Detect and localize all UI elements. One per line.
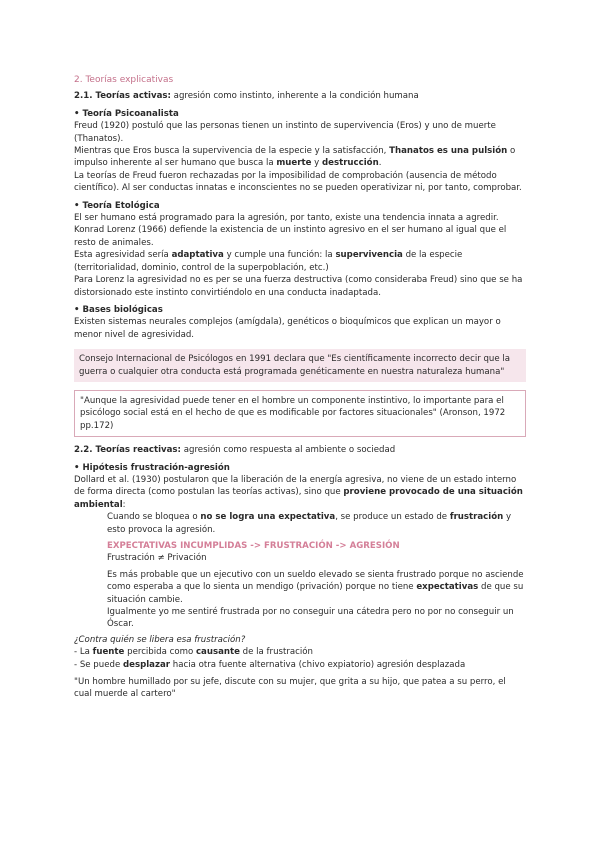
l1-text-c: percibida como xyxy=(127,647,194,658)
subsection-activas-text: agresión como instinto, inherente a la condición humana xyxy=(173,91,419,102)
hipo-i1-bold-expectativa: no se logra una expectativa xyxy=(200,512,336,523)
section-title: 2. Teorías explicativas xyxy=(74,75,174,85)
etol-p3-bold-adaptativa: adaptativa xyxy=(171,250,224,261)
subsection-reactivas-title: 2.2. Teorías reactivas: xyxy=(74,445,181,456)
l2-text-c: hacia otra fuente alternativa (chivo expiatorio) agresión desplazada xyxy=(172,659,466,670)
hipo-i2-text-a: Es más probable que un ejecutivo con un sueldo elevado se sienta frustrado porque no asciende como esperaba a que lo sienta un mendigo (privación) porque no tiene xyxy=(107,569,524,593)
quote-box-aronson xyxy=(74,390,526,437)
hipo-i1-bold-frustracion: frustración xyxy=(449,512,504,523)
closing-quote: "Un hombre humillado por su jefe, discute con su mujer, que grita a su hijo, que patea a su perro, el cual muerde al cartero" xyxy=(74,677,506,700)
psico-p2-bold-thanatos: Thanatos es una pulsión xyxy=(389,146,508,157)
psico-paragraph-2 xyxy=(74,145,526,170)
hipo-i2-text-c: de que su situación cambie. xyxy=(107,582,524,605)
indented-block xyxy=(74,511,526,631)
hipo-paragraph-1 xyxy=(74,474,526,511)
heading-etologica: • Teoría Etológica xyxy=(74,200,160,211)
subsection-activas-title: 2.1. Teorías activas: xyxy=(74,91,171,102)
l2-text-a: - Se puede xyxy=(74,659,121,670)
caps-sequence: EXPECTATIVAS INCUMPLIDAS -> FRUSTRACIÓN -> AGRESIÓN xyxy=(107,541,400,551)
psico-p2-period: . xyxy=(378,158,382,169)
psico-paragraph-1: Freud (1920) postuló que las personas tienen un instinto de supervivencia (Eros) y uno de muerte (Thanatos). xyxy=(74,121,496,144)
etol-p3-text-c: y cumple una función: la xyxy=(226,250,333,261)
l1-text-e: de la frustración xyxy=(242,647,313,658)
psico-p2-text-a: Mientras que Eros busca la supervivencia de la especie y la satisfacción, xyxy=(74,146,387,157)
heading-bases-biologicas: • Bases biológicas xyxy=(74,304,163,315)
etol-p3-text-e: de la especie (territorialidad, dominio, control de la superpoblación, etc.) xyxy=(74,250,463,273)
l1-text-a: - La xyxy=(74,647,90,658)
etol-p3-bold-supervivencia: supervivencia xyxy=(335,250,403,261)
psico-p2-bold-muerte: muerte xyxy=(276,158,312,169)
hipo-i2-bold-expectativas: expectativas xyxy=(416,582,479,593)
hipo-i1-text-c: , se produce un estado de xyxy=(335,512,448,523)
hipo-i1-text-e: y esto provoca la agresión. xyxy=(107,512,512,535)
bases-paragraph-1: Existen sistemas neurales complejos (amígdala), genéticos o bioquímicos que explican un mayor o menor nivel de agresividad. xyxy=(74,317,501,340)
subsection-activas xyxy=(74,90,526,102)
heading-psicoanalista: • Teoría Psicoanalista xyxy=(74,108,179,119)
list-item-desplazar xyxy=(74,659,526,671)
hipo-p1-colon: : xyxy=(122,499,126,510)
etol-p3-text-a: Esta agresividad sería xyxy=(74,250,169,261)
l2-bold-desplazar: desplazar xyxy=(122,659,171,670)
psico-p2-bold-destruccion: destrucción xyxy=(321,158,379,169)
hipo-p1-bold: proviene provocado de una situación ambiental xyxy=(74,487,523,510)
l1-bold-causante: causante xyxy=(195,647,240,658)
etol-paragraph-1: El ser humano está programado para la agresión, por tanto, existe una tendencia innata a agredir. xyxy=(74,213,499,224)
etol-paragraph-3 xyxy=(74,249,526,274)
hipo-i1-text-a: Cuando se bloquea o xyxy=(107,512,198,523)
highlight-box-consejo xyxy=(74,349,526,382)
l1-bold-fuente: fuente xyxy=(92,647,125,658)
hipo-indent-1 xyxy=(107,511,526,536)
heading-frustracion-agresion: • Hipótesis frustración-agresión xyxy=(74,462,230,473)
question-italic: ¿Contra quién se libera esa frustración? xyxy=(74,634,246,645)
highlight-box-text: Consejo Internacional de Psicólogos en 1991 declara que "Es científicamente incorrecto decir que la guerra o cualquier otra conducta está programada genéticamente en nuestra naturaleza humana" xyxy=(79,354,511,377)
etol-paragraph-4: Para Lorenz la agresividad no es per se una fuerza destructiva (como consideraba Freud) sino que se ha distorsionado este instinto convirtiéndolo en una conducta inadaptada. xyxy=(74,275,523,298)
hipo-indent-3: Igualmente yo me sentiré frustrada por no conseguir una cátedra pero no por no conseguir un Óscar. xyxy=(107,607,514,630)
subsection-reactivas-text: agresión como respuesta al ambiente o sociedad xyxy=(183,445,396,456)
list-item-fuente xyxy=(74,646,526,658)
hipo-indent-2 xyxy=(107,569,526,606)
quote-box-text: "Aunque la agresividad puede tener en el hombre un componente instintivo, lo importante para el psicólogo social está en el hecho de que es modificable por factores situacionales" (Aronson, 1972 pp.172) xyxy=(80,395,506,431)
psico-paragraph-3: La teorías de Freud fueron rechazadas por la imposibilidad de comprobación (ausencia de método científico). Al ser conductas innatas e inconscientes no se pueden operativizar ni, por tanto, comprobar. xyxy=(74,170,522,194)
etol-paragraph-2: Konrad Lorenz (1966) defiende la existencia de un instinto agresivo en el ser humano al igual que el resto de animales. xyxy=(74,225,507,248)
question-line xyxy=(74,634,526,646)
psico-p2-text-c: o impulso inherente al ser humano que busca la xyxy=(74,146,516,169)
subsection-reactivas xyxy=(74,444,526,456)
frustracion-neq-privacion: Frustración ≠ Privación xyxy=(107,553,207,564)
hipo-p1-text-a: Dollard et al. (1930) postularon que la liberación de la energía agresiva, no viene de un estado interno de forma directa (como postulan las teorías activas), sino que xyxy=(74,474,517,498)
document-page xyxy=(74,74,526,701)
psico-p2-text-e: y xyxy=(314,158,320,169)
